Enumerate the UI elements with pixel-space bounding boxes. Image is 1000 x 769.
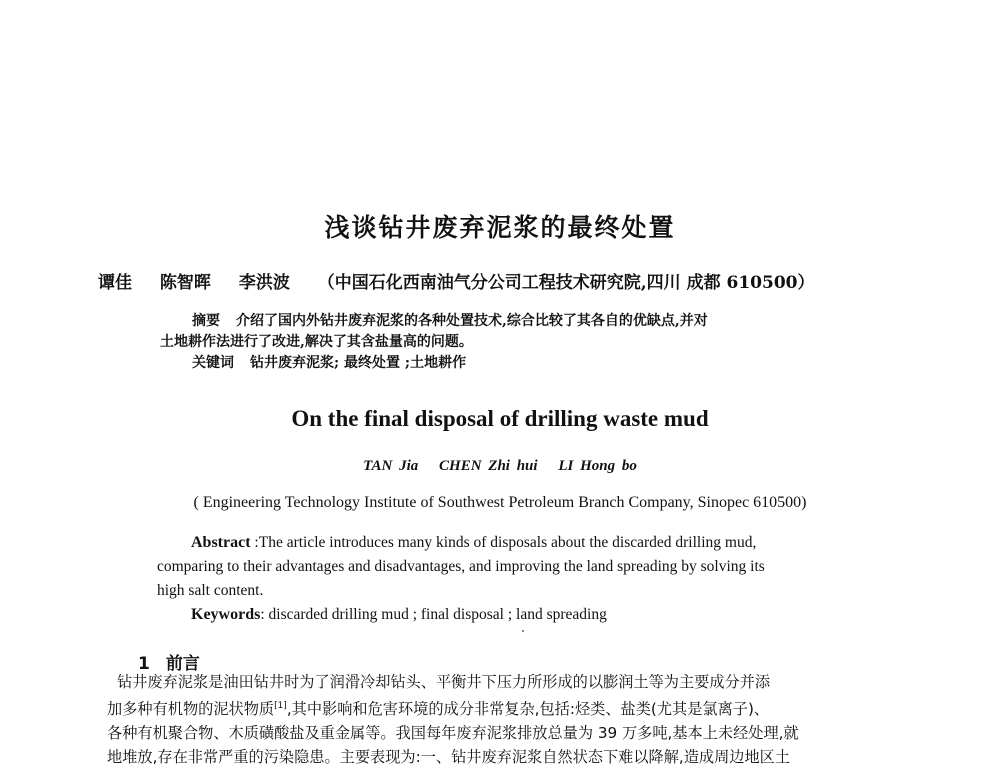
- chinese-abstract-line-1: [160, 311, 850, 332]
- chinese-author-1: 谭佳: [98, 273, 132, 293]
- chinese-keywords-label: 关键词: [192, 355, 234, 371]
- english-author-line: [0, 458, 1000, 475]
- chinese-keywords-line: [160, 353, 850, 374]
- chinese-author-line: [98, 268, 918, 293]
- section-title: 前言: [165, 654, 200, 674]
- english-abstract-label: Abstract: [191, 534, 251, 551]
- body-line-2b: ,其中影响和危害环境的成分非常复杂,包括:烃类、盐类(尤其是氯离子)、: [286, 700, 770, 719]
- chinese-author-3: 李洪波: [238, 273, 290, 293]
- chinese-abstract-text-1: 介绍了国内外钻井废弃泥浆的各种处置技术,综合比较了其各自的优缺点,并对: [236, 313, 708, 329]
- english-title: On the final disposal of drilling waste mud: [291, 406, 709, 431]
- english-keywords-label: Keywords: [191, 606, 261, 623]
- english-author-3: LI Hong bo: [558, 458, 637, 474]
- body-line-2: [107, 694, 897, 721]
- english-keywords-line: [157, 603, 857, 627]
- body-paragraph: [107, 670, 897, 769]
- chinese-abstract-text-2: 土地耕作法进行了改进,解决了其含盐量高的问题。: [160, 334, 473, 350]
- chinese-keywords: 钻井废弃泥浆; 最终处置 ;土地耕作: [250, 355, 467, 371]
- body-line-2a: 加多种有机物的泥状物质: [107, 700, 275, 719]
- english-abstract-block: [157, 531, 857, 627]
- english-abstract-text-3: high salt content.: [157, 582, 264, 599]
- body-line-4: 地堆放,存在非常严重的污染隐患。主要表现为:一、钻井废弃泥浆自然状态下难以降解,造成周边地区土: [107, 748, 791, 767]
- english-author-1: TAN Jia: [363, 458, 419, 474]
- scan-speck: [522, 630, 524, 632]
- chinese-abstract-label: 摘要: [192, 313, 220, 329]
- body-line-1: 钻井废弃泥浆是油田钻井时为了润滑冷却钻头、平衡井下压力所形成的以膨润土等为主要成分并添: [117, 673, 771, 691]
- chinese-affiliation: （中国石化西南油气分公司工程技术研究院,四川 成都 610500）: [317, 273, 815, 293]
- chinese-author-2: 陈智晖: [159, 273, 211, 293]
- english-abstract-line-1: [157, 531, 857, 555]
- body-line-3: 各种有机聚合物、木质磺酸盐及重金属等。我国每年废弃泥浆排放总量为 39 万多吨,基本上未经处理,就: [107, 724, 799, 743]
- citation-1: [1]: [274, 701, 287, 711]
- english-keywords: : discarded drilling mud ; final disposal ; land spreading: [260, 606, 607, 623]
- english-abstract-text-1: :The article introduces many kinds of disposals about the discarded drilling mud,: [254, 534, 757, 551]
- section-number: 1: [138, 654, 150, 674]
- english-author-2: CHEN Zhi hui: [439, 458, 538, 474]
- chinese-abstract-block: [160, 311, 850, 374]
- chinese-title: 浅谈钻井废弃泥浆的最终处置: [324, 213, 676, 242]
- english-affiliation: ( Engineering Technology Institute of Southwest Petroleum Branch Company, Sinopec 610500): [193, 494, 807, 511]
- english-abstract-text-2: comparing to their advantages and disadvantages, and improving the land spreading by solving its: [157, 558, 765, 575]
